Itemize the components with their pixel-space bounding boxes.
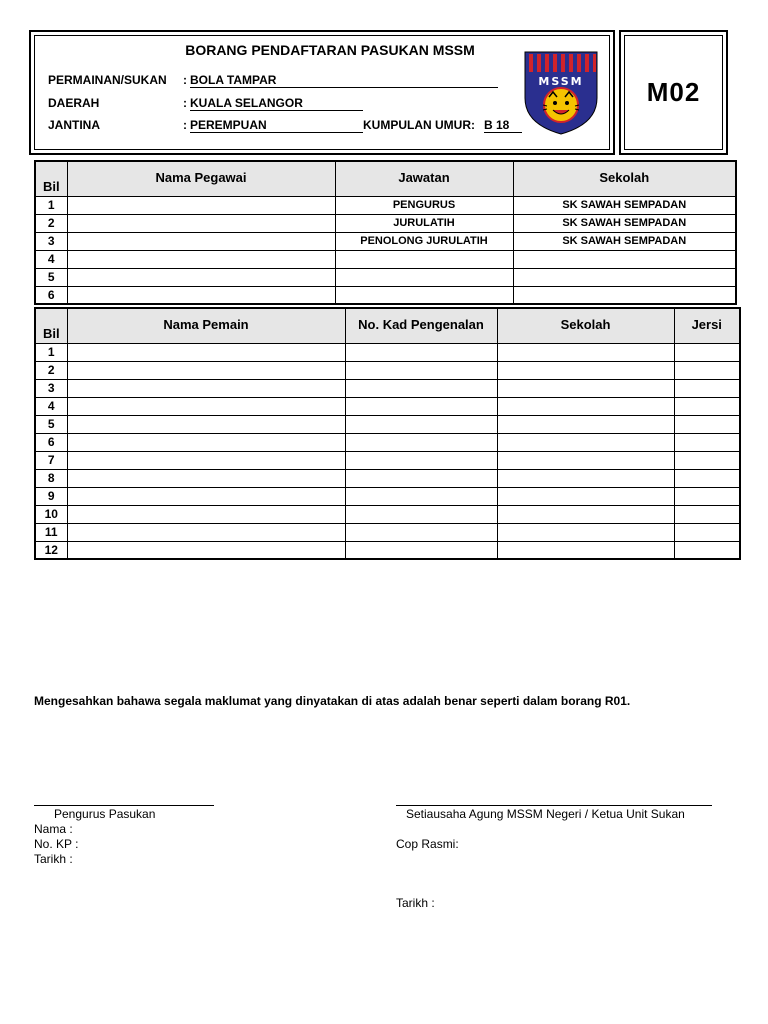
jersi-cell[interactable] [674, 487, 740, 505]
no-kad-pengenalan-cell[interactable] [345, 541, 497, 559]
sekolah-cell[interactable] [513, 250, 736, 268]
row-number: 1 [35, 343, 67, 361]
jersi-cell[interactable] [674, 379, 740, 397]
sekolah-cell[interactable] [497, 541, 674, 559]
row-number: 4 [35, 397, 67, 415]
jawatan-cell[interactable]: JURULATIH [335, 214, 513, 232]
row-number: 2 [35, 214, 67, 232]
nama-pegawai-cell[interactable] [67, 214, 335, 232]
nama-pemain-cell[interactable] [67, 487, 345, 505]
row-number: 2 [35, 361, 67, 379]
table-row [35, 487, 740, 505]
logo-text: MSSM [538, 75, 584, 88]
daerah-colon: : [183, 96, 187, 110]
table-row [35, 268, 736, 286]
header-no-kad-pengenalan: No. Kad Pengenalan [345, 308, 497, 343]
jantina-value: PEREMPUAN [190, 118, 363, 133]
signature-title-pengurus: Pengurus Pasukan [54, 807, 156, 821]
officials-table [34, 160, 737, 305]
row-number: 11 [35, 523, 67, 541]
jersi-cell[interactable] [674, 343, 740, 361]
daerah-label: DAERAH [48, 96, 100, 110]
pengurus-no-kp-label: No. KP : [34, 837, 79, 851]
officials-header-row [35, 161, 736, 196]
table-row [35, 232, 736, 250]
sekolah-cell[interactable] [497, 397, 674, 415]
no-kad-pengenalan-cell[interactable] [345, 505, 497, 523]
nama-pemain-cell[interactable] [67, 505, 345, 523]
setiausaha-tarikh-label: Tarikh : [396, 896, 435, 910]
nama-pemain-cell[interactable] [67, 397, 345, 415]
jersi-cell[interactable] [674, 541, 740, 559]
kumpulan-umur-value: B 18 [484, 118, 522, 133]
jawatan-cell[interactable] [335, 286, 513, 304]
no-kad-pengenalan-cell[interactable] [345, 451, 497, 469]
sekolah-cell[interactable]: SK SAWAH SEMPADAN [513, 196, 736, 214]
jersi-cell[interactable] [674, 523, 740, 541]
table-row [35, 286, 736, 304]
row-number: 1 [35, 196, 67, 214]
row-number: 3 [35, 232, 67, 250]
sekolah-cell[interactable] [497, 451, 674, 469]
jantina-colon: : [183, 118, 187, 132]
pengurus-nama-label: Nama : [34, 822, 73, 836]
sekolah-cell[interactable] [497, 505, 674, 523]
players-header-row [35, 308, 740, 343]
sekolah-cell[interactable] [497, 469, 674, 487]
table-row [35, 433, 740, 451]
row-number: 5 [35, 415, 67, 433]
header-bil: Bil [35, 308, 67, 343]
table-row [35, 451, 740, 469]
table-row [35, 397, 740, 415]
sekolah-cell[interactable] [513, 268, 736, 286]
row-number: 4 [35, 250, 67, 268]
header-sekolah: Sekolah [513, 161, 736, 196]
signature-line-setiausaha [396, 805, 712, 806]
kumpulan-umur-label: KUMPULAN UMUR: [363, 118, 475, 132]
table-row [35, 523, 740, 541]
header-jawatan: Jawatan [335, 161, 513, 196]
table-row [35, 469, 740, 487]
nama-pemain-cell[interactable] [67, 433, 345, 451]
sekolah-cell[interactable]: SK SAWAH SEMPADAN [513, 214, 736, 232]
mssm-tiger-shield-logo [523, 50, 599, 136]
nama-pegawai-cell[interactable] [67, 250, 335, 268]
no-kad-pengenalan-cell[interactable] [345, 397, 497, 415]
jersi-cell[interactable] [674, 451, 740, 469]
row-number: 7 [35, 451, 67, 469]
pengurus-tarikh-label: Tarikh : [34, 852, 73, 866]
no-kad-pengenalan-cell[interactable] [345, 361, 497, 379]
jersi-cell[interactable] [674, 433, 740, 451]
jawatan-cell[interactable]: PENOLONG JURULATIH [335, 232, 513, 250]
permainan-label: PERMAINAN/SUKAN [48, 73, 167, 87]
row-number: 6 [35, 286, 67, 304]
sekolah-cell[interactable] [497, 379, 674, 397]
row-number: 8 [35, 469, 67, 487]
row-number: 5 [35, 268, 67, 286]
sekolah-cell[interactable] [497, 523, 674, 541]
jawatan-cell[interactable] [335, 268, 513, 286]
sekolah-cell[interactable] [497, 433, 674, 451]
nama-pemain-cell[interactable] [67, 415, 345, 433]
row-number: 3 [35, 379, 67, 397]
no-kad-pengenalan-cell[interactable] [345, 415, 497, 433]
sekolah-cell[interactable] [513, 286, 736, 304]
table-row [35, 541, 740, 559]
row-number: 12 [35, 541, 67, 559]
table-row [35, 379, 740, 397]
sekolah-cell[interactable] [497, 343, 674, 361]
jawatan-cell[interactable]: PENGURUS [335, 196, 513, 214]
header-sekolah: Sekolah [497, 308, 674, 343]
row-number: 10 [35, 505, 67, 523]
nama-pemain-cell[interactable] [67, 541, 345, 559]
nama-pegawai-cell[interactable] [67, 232, 335, 250]
nama-pemain-cell[interactable] [67, 361, 345, 379]
row-number: 9 [35, 487, 67, 505]
cop-rasmi-label: Cop Rasmi: [396, 837, 459, 851]
sekolah-cell[interactable] [497, 415, 674, 433]
form-code-box [624, 35, 723, 150]
jersi-cell[interactable] [674, 415, 740, 433]
sekolah-cell[interactable]: SK SAWAH SEMPADAN [513, 232, 736, 250]
header-nama-pemain: Nama Pemain [67, 308, 345, 343]
daerah-value: KUALA SELANGOR [190, 96, 363, 111]
sekolah-cell[interactable] [497, 487, 674, 505]
table-row [35, 196, 736, 214]
jersi-cell[interactable] [674, 505, 740, 523]
no-kad-pengenalan-cell[interactable] [345, 523, 497, 541]
players-table [34, 307, 741, 560]
table-row [35, 214, 736, 232]
no-kad-pengenalan-cell[interactable] [345, 433, 497, 451]
header-nama-pegawai: Nama Pegawai [67, 161, 335, 196]
jawatan-cell[interactable] [335, 250, 513, 268]
signature-line-pengurus [34, 805, 214, 806]
nama-pemain-cell[interactable] [67, 451, 345, 469]
nama-pegawai-cell[interactable] [67, 268, 335, 286]
permainan-value: BOLA TAMPAR [190, 73, 498, 88]
no-kad-pengenalan-cell[interactable] [345, 343, 497, 361]
header-bil: Bil [35, 161, 67, 196]
no-kad-pengenalan-cell[interactable] [345, 487, 497, 505]
jantina-label: JANTINA [48, 118, 101, 132]
no-kad-pengenalan-cell[interactable] [345, 379, 497, 397]
table-row [35, 343, 740, 361]
nama-pemain-cell[interactable] [67, 469, 345, 487]
table-row [35, 250, 736, 268]
nama-pemain-cell[interactable] [67, 523, 345, 541]
table-row [35, 361, 740, 379]
nama-pemain-cell[interactable] [67, 379, 345, 397]
table-row [35, 415, 740, 433]
form-code: M02 [646, 77, 701, 107]
jersi-cell[interactable] [674, 361, 740, 379]
jersi-cell[interactable] [674, 397, 740, 415]
nama-pegawai-cell[interactable] [67, 196, 335, 214]
no-kad-pengenalan-cell[interactable] [345, 469, 497, 487]
row-number: 6 [35, 433, 67, 451]
jersi-cell[interactable] [674, 469, 740, 487]
signature-title-setiausaha: Setiausaha Agung MSSM Negeri / Ketua Unit Sukan [406, 807, 685, 821]
permainan-colon: : [183, 73, 187, 87]
nama-pemain-cell[interactable] [67, 343, 345, 361]
table-row [35, 505, 740, 523]
form-title: BORANG PENDAFTARAN PASUKAN MSSM [185, 42, 475, 58]
confirmation-statement: Mengesahkan bahawa segala maklumat yang dinyatakan di atas adalah benar seperti dalam borang R01. [34, 694, 631, 708]
sekolah-cell[interactable] [497, 361, 674, 379]
nama-pegawai-cell[interactable] [67, 286, 335, 304]
header-jersi: Jersi [674, 308, 740, 343]
